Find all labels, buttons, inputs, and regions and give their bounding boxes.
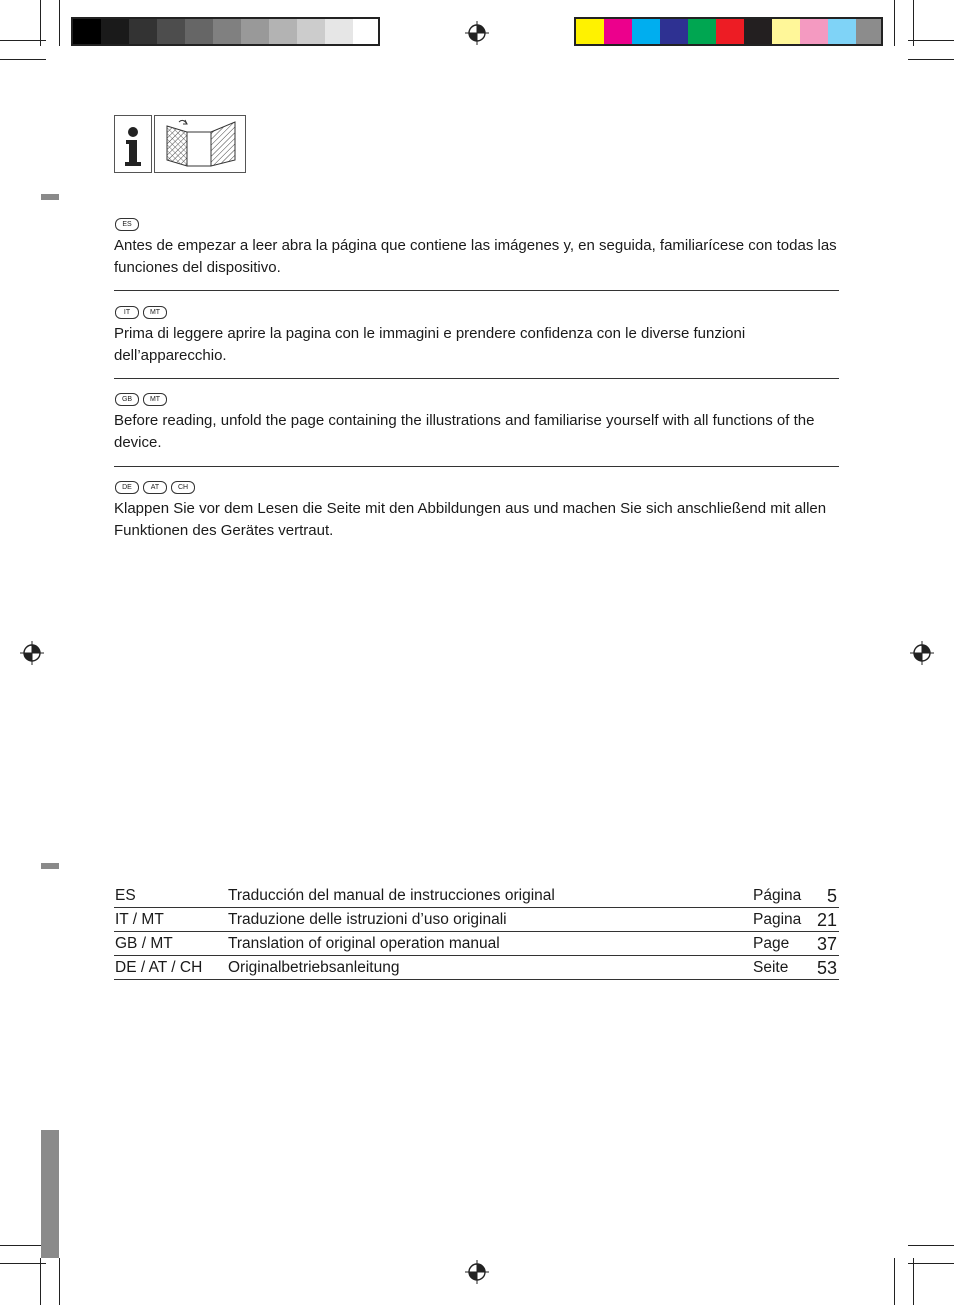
crop-mark [908,1263,954,1264]
toc-title: Traducción del manual de instrucciones original [228,887,555,904]
language-badges [115,481,195,494]
crop-mark [40,0,41,46]
color-swatch [632,19,660,44]
section-divider [114,378,839,379]
side-marker [41,194,59,200]
toc-page-number: 5 [826,886,837,906]
color-swatch [660,19,688,44]
intro-paragraph-it: Prima di leggere aprire la pagina con le immagini e prendere confidenza con le diverse funzioni dell’apparecchio. [114,325,746,364]
gray-swatch [213,19,241,44]
gray-swatch [269,19,297,44]
language-badge: DE [115,481,139,494]
crop-mark [913,0,914,46]
gray-swatch [73,19,101,44]
gray-swatch [101,19,129,44]
language-badge: IT [115,306,139,319]
color-swatch [576,19,604,44]
side-tab [41,1130,59,1258]
gray-swatch [325,19,353,44]
language-badges [115,218,139,231]
language-badge: CH [171,481,195,494]
registration-mark-icon [465,1260,489,1284]
process-color-bar [574,17,883,46]
toc-page-number: 37 [816,934,837,954]
crop-mark [59,0,60,46]
toc-page-label: Pagina [753,911,802,928]
toc-row[interactable] [114,956,839,980]
color-swatch [744,19,772,44]
color-swatch [772,19,800,44]
side-marker [41,863,59,869]
language-badge: MT [143,306,167,319]
language-badge: MT [143,393,167,406]
crop-mark [40,1258,41,1305]
info-icon [114,115,152,173]
toc-row[interactable] [114,932,839,956]
crop-mark [59,1258,60,1305]
toc-row[interactable] [114,884,839,908]
language-badge: ES [115,218,139,231]
language-badge: AT [143,481,167,494]
toc-page-number: 53 [816,958,837,978]
crop-mark [894,0,895,46]
gray-swatch [129,19,157,44]
grayscale-color-bar [71,17,380,46]
toc-title: Translation of original operation manual [228,935,500,952]
toc-language-code: GB / MT [115,935,173,952]
gray-swatch [185,19,213,44]
intro-paragraph-de: Klappen Sie vor dem Lesen die Seite mit den Abbildungen aus und machen Sie sich anschließend mit allen Funktionen des Gerätes vertraut. [114,500,827,539]
registration-mark-icon [465,21,489,45]
crop-mark [894,1258,895,1305]
registration-mark-icon [20,641,44,665]
toc-page-label: Página [753,887,802,904]
gray-swatch [297,19,325,44]
table-of-contents [114,884,839,980]
crop-mark [913,1258,914,1305]
fold-out-page-icon [154,115,246,173]
toc-language-code: DE / AT / CH [115,959,203,976]
color-swatch [604,19,632,44]
gray-swatch [157,19,185,44]
language-badges [115,393,167,406]
color-swatch [828,19,856,44]
toc-page-label: Page [753,935,790,952]
section-divider [114,290,839,291]
toc-language-code: IT / MT [115,911,164,928]
toc-title: Originalbetriebsanleitung [228,959,400,976]
color-swatch [856,19,881,44]
color-swatch [800,19,828,44]
intro-paragraph-gb: Before reading, unfold the page containing the illustrations and familiarise yourself with all functions of the device. [114,412,815,451]
color-swatch [716,19,744,44]
crop-mark [908,1245,954,1246]
crop-mark [908,59,954,60]
language-badges [115,306,167,319]
toc-title: Traduzione delle istruzioni d’uso originali [228,911,507,928]
intro-paragraph-es: Antes de empezar a leer abra la página que contiene las imágenes y, en seguida, familiarícese con todas las funciones del dispositivo. [114,237,837,276]
toc-language-code: ES [115,887,136,904]
color-swatch [688,19,716,44]
crop-mark [0,59,46,60]
gray-swatch [353,19,378,44]
toc-row[interactable] [114,908,839,932]
toc-page-label: Seite [753,959,789,976]
gray-swatch [241,19,269,44]
section-divider [114,466,839,467]
header-icons [114,115,246,173]
toc-page-number: 21 [816,910,837,930]
registration-mark-icon [910,641,934,665]
crop-mark [0,1245,46,1246]
language-badge: GB [115,393,139,406]
crop-mark [908,40,954,41]
